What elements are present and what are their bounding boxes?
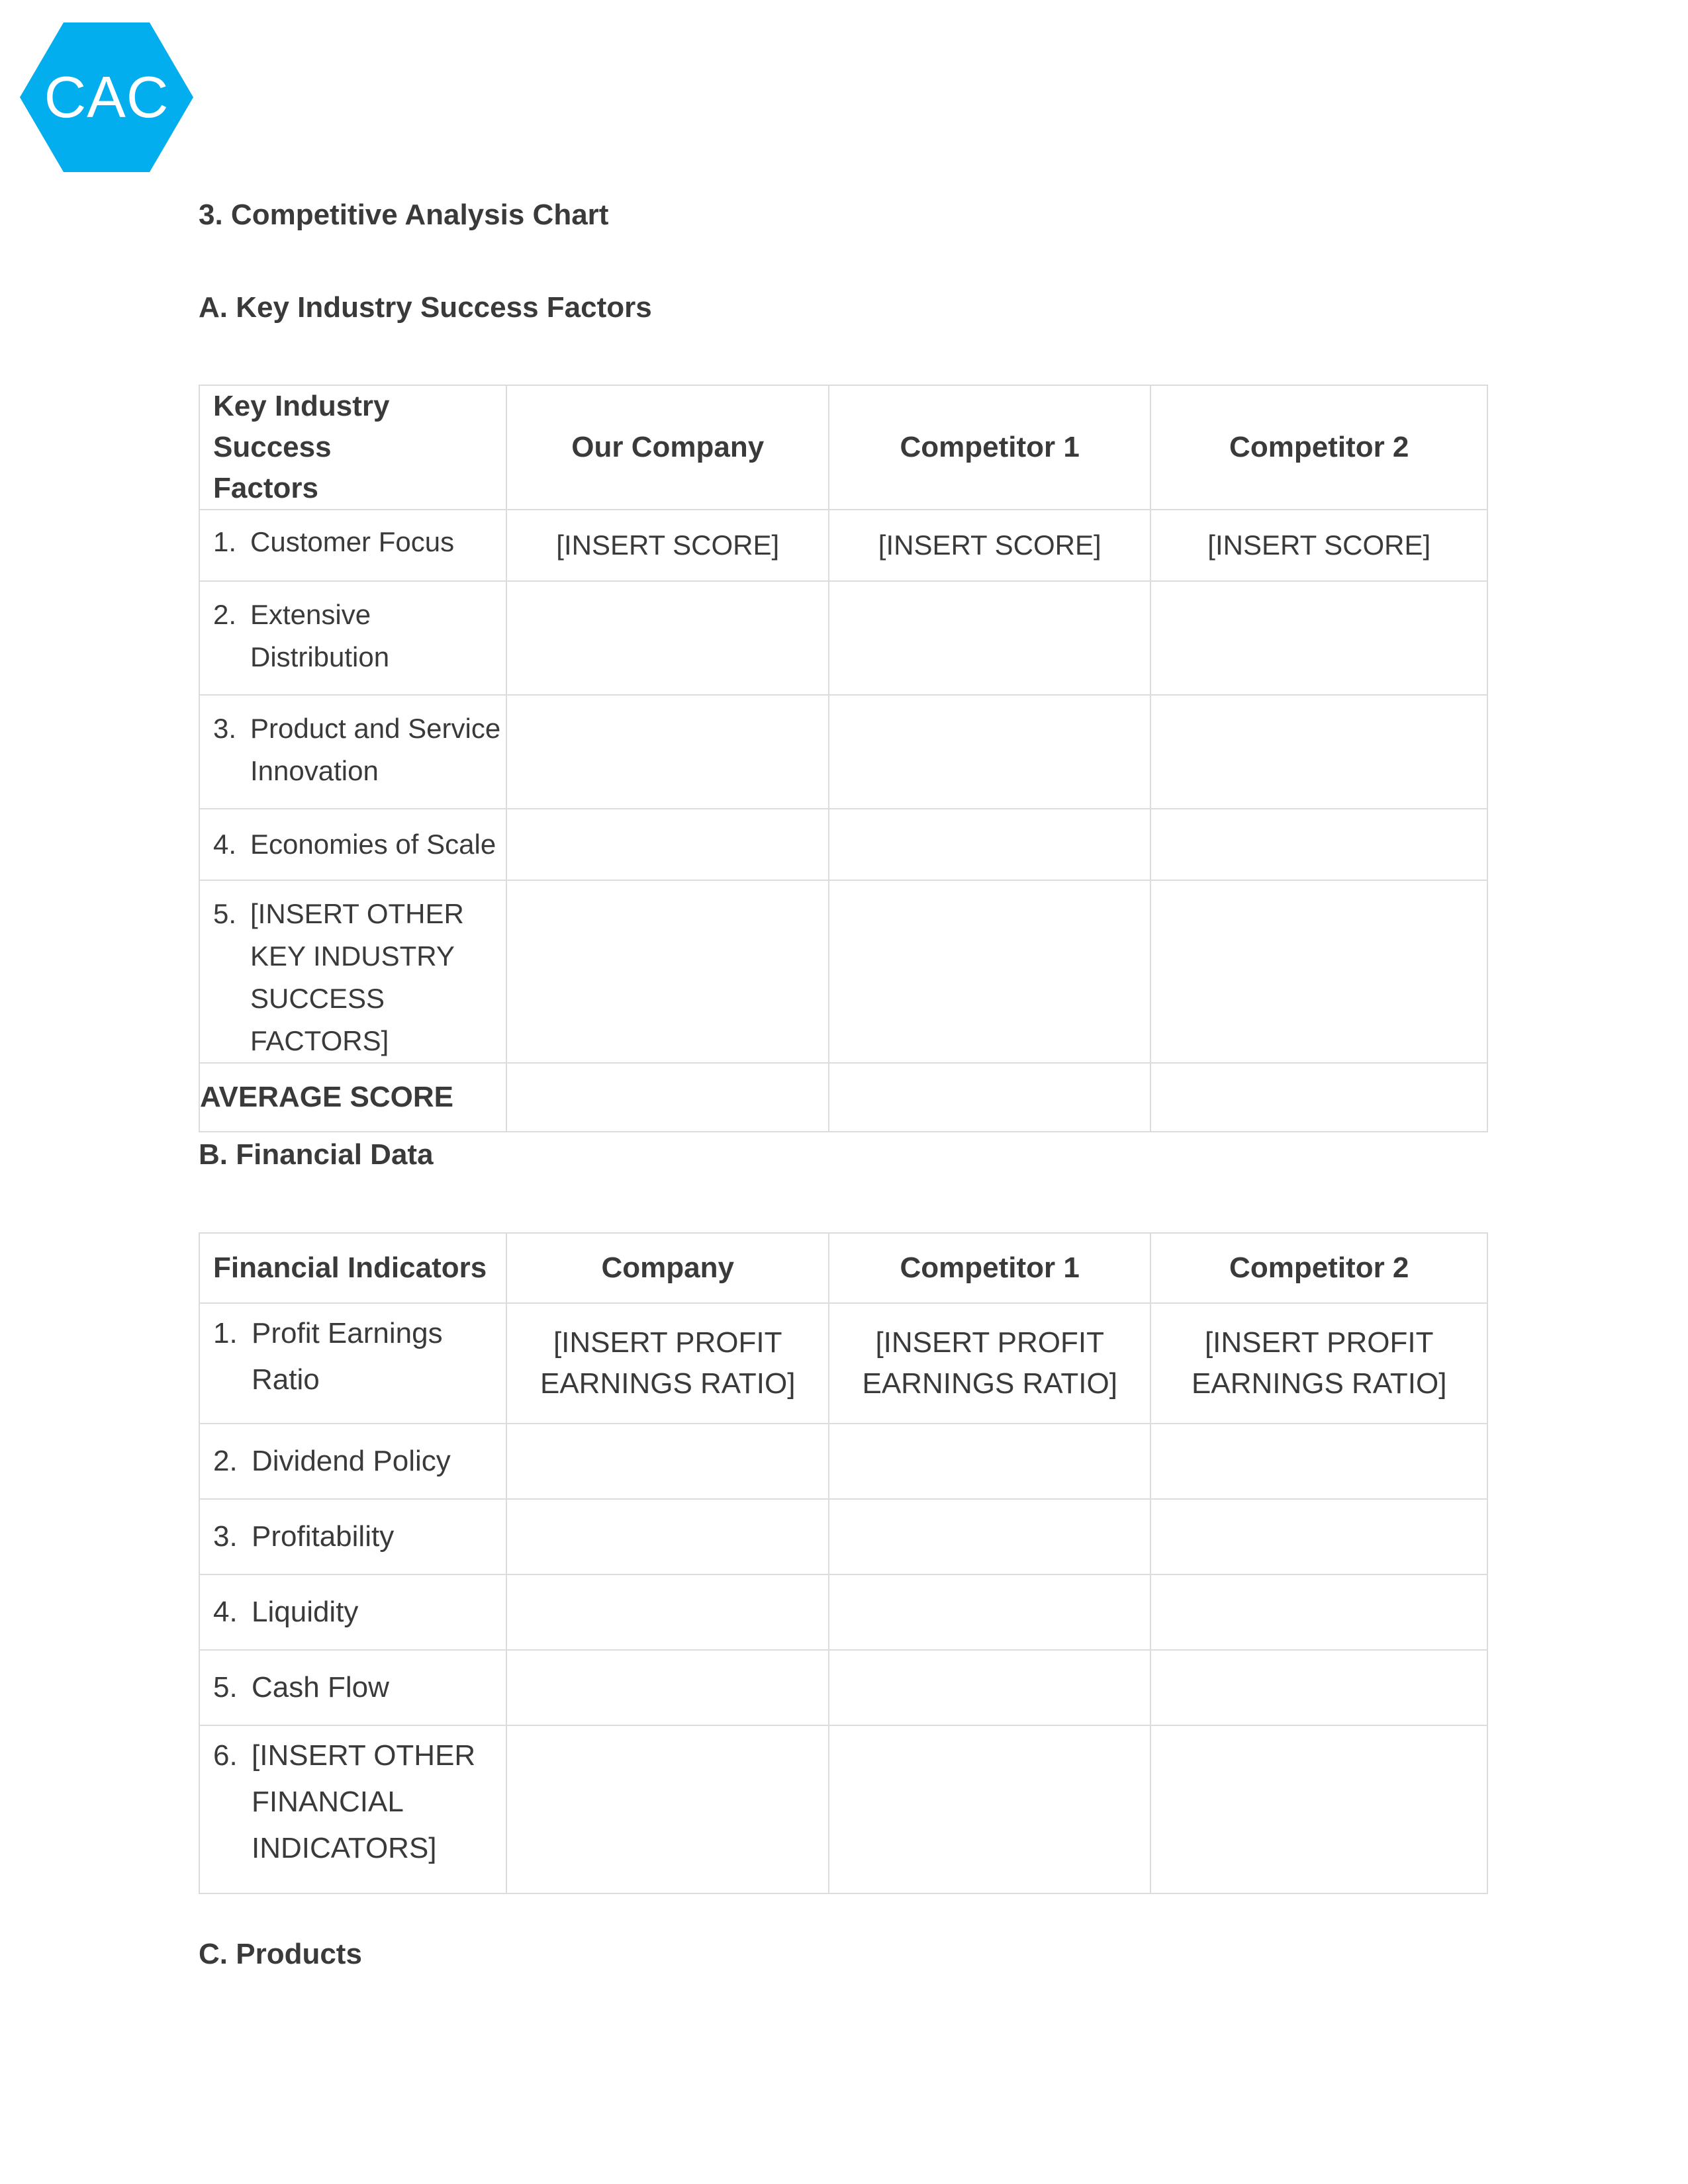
score-cell[interactable] — [506, 695, 829, 809]
table-row — [199, 695, 1487, 809]
value-cell[interactable] — [829, 1650, 1151, 1725]
success-factors-table — [199, 385, 1488, 1132]
column-header: Competitor 2 — [1150, 1233, 1487, 1303]
value-cell[interactable] — [829, 1574, 1151, 1650]
score-cell[interactable]: [INSERT SCORE] — [829, 510, 1151, 581]
column-header: Competitor 1 — [829, 1233, 1151, 1303]
value-cell[interactable] — [1150, 1499, 1487, 1574]
score-cell[interactable] — [1150, 581, 1487, 695]
value-cell[interactable] — [1150, 1574, 1487, 1650]
score-cell[interactable] — [1150, 1063, 1487, 1132]
table-row — [199, 1303, 1487, 1424]
table-row — [199, 1424, 1487, 1499]
column-header: Company — [506, 1233, 829, 1303]
section-title: 3. Competitive Analysis Chart — [199, 199, 609, 231]
value-cell[interactable] — [506, 1574, 829, 1650]
score-cell[interactable] — [506, 880, 829, 1063]
value-cell[interactable] — [1150, 1650, 1487, 1725]
value-cell[interactable]: [INSERT PROFIT EARNINGS RATIO] — [1150, 1303, 1487, 1424]
value-cell[interactable] — [829, 1725, 1151, 1893]
table-row — [199, 1650, 1487, 1725]
score-cell[interactable] — [506, 1063, 829, 1132]
value-cell[interactable]: [INSERT PROFIT EARNINGS RATIO] — [829, 1303, 1151, 1424]
table-header-row — [199, 1233, 1487, 1303]
table-header-row — [199, 385, 1487, 510]
score-cell[interactable] — [829, 1063, 1151, 1132]
logo-text: CAC — [44, 64, 169, 130]
table-row — [199, 510, 1487, 581]
score-cell[interactable] — [829, 581, 1151, 695]
score-cell[interactable] — [829, 880, 1151, 1063]
section-a-heading: A. Key Industry Success Factors — [199, 291, 652, 324]
column-header: Our Company — [506, 385, 829, 510]
table-row — [199, 809, 1487, 880]
score-cell[interactable] — [829, 695, 1151, 809]
column-header: Key Industry Success Factors — [199, 385, 506, 510]
row-label: 2. Extensive Distribution — [199, 581, 506, 695]
score-cell[interactable]: [INSERT SCORE] — [1150, 510, 1487, 581]
value-cell[interactable]: [INSERT PROFIT EARNINGS RATIO] — [506, 1303, 829, 1424]
value-cell[interactable] — [506, 1650, 829, 1725]
financial-data-table — [199, 1232, 1488, 1894]
score-cell[interactable]: [INSERT SCORE] — [506, 510, 829, 581]
column-header: Competitor 2 — [1150, 385, 1487, 510]
value-cell[interactable] — [1150, 1725, 1487, 1893]
table-row — [199, 1574, 1487, 1650]
section-b-heading: B. Financial Data — [199, 1138, 434, 1171]
average-row — [199, 1063, 1487, 1132]
score-cell[interactable] — [1150, 880, 1487, 1063]
score-cell[interactable] — [506, 809, 829, 880]
row-label: 4. Economies of Scale — [199, 809, 506, 880]
row-label: 2. Dividend Policy — [199, 1424, 506, 1499]
table-row — [199, 1725, 1487, 1893]
score-cell[interactable] — [829, 809, 1151, 880]
column-header: Competitor 1 — [829, 385, 1151, 510]
table-row — [199, 581, 1487, 695]
value-cell[interactable] — [829, 1424, 1151, 1499]
row-label: 1. Profit Earnings Ratio — [199, 1303, 506, 1424]
row-label: 6. [INSERT OTHER FINANCIAL INDICATORS] — [199, 1725, 506, 1893]
logo — [20, 23, 193, 172]
score-cell[interactable] — [1150, 695, 1487, 809]
score-cell[interactable] — [1150, 809, 1487, 880]
value-cell[interactable] — [506, 1725, 829, 1893]
row-label: 5. Cash Flow — [199, 1650, 506, 1725]
value-cell[interactable] — [506, 1424, 829, 1499]
value-cell[interactable] — [1150, 1424, 1487, 1499]
row-label: 4. Liquidity — [199, 1574, 506, 1650]
column-header: Financial Indicators — [199, 1233, 506, 1303]
row-label: 1. Customer Focus — [199, 510, 506, 581]
row-label: 5. [INSERT OTHER KEY INDUSTRY SUCCESS FACTORS] — [199, 880, 506, 1063]
average-score-label: AVERAGE SCORE — [199, 1063, 506, 1132]
score-cell[interactable] — [506, 581, 829, 695]
value-cell[interactable] — [506, 1499, 829, 1574]
row-label: 3. Profitability — [199, 1499, 506, 1574]
section-c-heading: C. Products — [199, 1938, 362, 1970]
table-row — [199, 880, 1487, 1063]
value-cell[interactable] — [829, 1499, 1151, 1574]
row-label: 3. Product and Service Innovation — [199, 695, 506, 809]
table-row — [199, 1499, 1487, 1574]
